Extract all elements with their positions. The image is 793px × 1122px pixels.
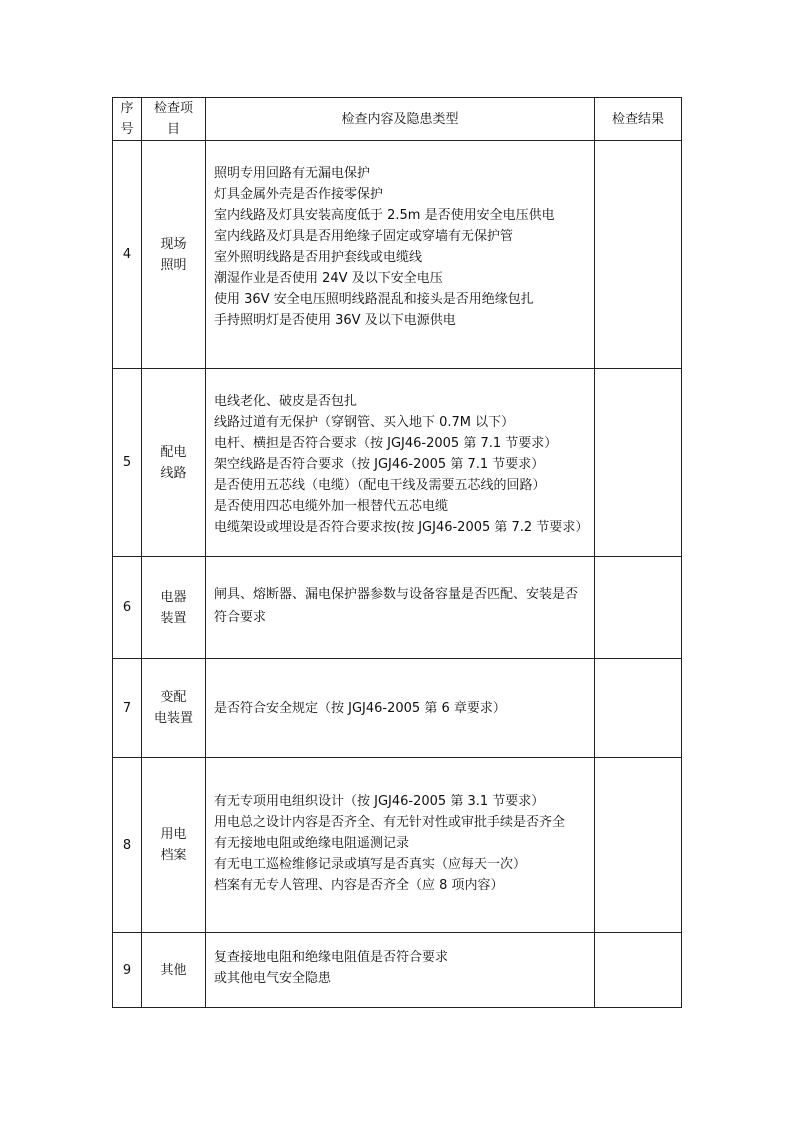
- check-content-line: 是否符合安全规定（按 JGJ46-2005 第 6 章要求）: [214, 701, 506, 716]
- check-item: [142, 758, 206, 933]
- check-content-line: 电缆架设或埋设是否符合要求按(按 JGJ46-2005 第 7.2 节要求）: [214, 520, 589, 535]
- check-item-line: 配电: [160, 444, 187, 460]
- check-content: [206, 141, 595, 369]
- check-item-line: 照明: [160, 257, 187, 273]
- check-item-line: 装置: [160, 610, 187, 626]
- table-row: [113, 758, 682, 933]
- table-row: [113, 659, 682, 758]
- check-result-cell[interactable]: [595, 933, 682, 1008]
- header-no-line: 号: [120, 122, 134, 137]
- check-item-line: 档案: [160, 848, 187, 863]
- check-content: [206, 369, 595, 557]
- header-result: 检查结果: [595, 98, 682, 141]
- check-content-line: 闸具、熔断器、漏电保护器参数与设备容量是否匹配、安装是否符合要求: [214, 587, 579, 625]
- check-item-line: 其他: [160, 962, 187, 978]
- check-content-line: 有无电工巡检维修记录或填写是否真实（应每天一次）: [214, 857, 527, 872]
- check-content: [206, 758, 595, 933]
- check-content-line: 有无接地电阻或绝缘电阻遥测记录: [214, 836, 410, 851]
- check-content-line: 或其他电气安全隐患: [214, 971, 332, 986]
- check-content: [206, 557, 595, 659]
- check-content-line: 是否使用四芯电缆外加一根替代五芯电缆: [214, 499, 449, 514]
- check-result-cell[interactable]: [595, 141, 682, 369]
- check-content-line: 室外照明线路是否用护套线或电缆线: [214, 250, 423, 265]
- check-result-cell[interactable]: [595, 659, 682, 758]
- check-item: [142, 369, 206, 557]
- row-number: 6: [113, 557, 142, 659]
- check-content: [206, 933, 595, 1008]
- row-number: 7: [113, 659, 142, 758]
- check-content-line: 档案有无专人管理、内容是否齐全（应 8 项内容）: [214, 878, 504, 893]
- check-result-cell[interactable]: [595, 369, 682, 557]
- check-content-line: 用电总之设计内容是否齐全、有无针对性或审批手续是否齐全: [214, 815, 566, 830]
- check-content-line: 架空线路是否符合要求（按 JGJ46-2005 第 7.1 节要求）: [214, 457, 545, 472]
- header-item: [142, 98, 206, 141]
- check-item-line: 现场: [160, 236, 187, 252]
- check-content-line: 是否使用五芯线（电缆）（配电干线及需要五芯线的回路）: [214, 478, 546, 493]
- check-content-line: 照明专用回路有无漏电保护: [214, 166, 371, 181]
- table-row: [113, 933, 682, 1008]
- check-content-line: 复查接地电阻和绝缘电阻值是否符合要求: [214, 950, 449, 965]
- inspection-table: [112, 97, 682, 1008]
- check-content-line: 电杆、横担是否符合要求（按 JGJ46-2005 第 7.1 节要求）: [214, 436, 558, 451]
- check-item: [142, 141, 206, 369]
- header-item-line: 目: [166, 122, 180, 137]
- check-result-cell[interactable]: [595, 758, 682, 933]
- check-content-line: 手持照明灯是否使用 36V 及以下电源供电: [214, 313, 456, 328]
- check-item: [142, 557, 206, 659]
- header-no: [113, 98, 142, 141]
- check-item: [142, 659, 206, 758]
- check-result-cell[interactable]: [595, 557, 682, 659]
- check-item-line: 电装置: [153, 711, 193, 726]
- check-item-line: 变配: [160, 690, 187, 705]
- check-content-line: 室内线路及灯具安装高度低于 2.5m 是否使用安全电压供电: [214, 208, 555, 223]
- check-item: [142, 933, 206, 1008]
- table-row: [113, 369, 682, 557]
- check-content-line: 线路过道有无保护（穿钢管、买入地下 0.7M 以下）: [214, 415, 515, 430]
- row-number: 4: [113, 141, 142, 369]
- check-item-line: 电器: [160, 589, 187, 605]
- check-content: [206, 659, 595, 758]
- header-item-line: 检查项: [153, 101, 193, 116]
- table-row: [113, 141, 682, 369]
- check-content-line: 电线老化、破皮是否包扎: [214, 394, 358, 409]
- header-no-line: 序: [120, 101, 134, 116]
- row-number: 8: [113, 758, 142, 933]
- check-content-line: 有无专项用电组织设计（按 JGJ46-2005 第 3.1 节要求）: [214, 794, 545, 809]
- table-header-row: [113, 98, 682, 141]
- check-item-line: 用电: [160, 827, 187, 842]
- row-number: 5: [113, 369, 142, 557]
- check-content-line: 灯具金属外壳是否作接零保护: [214, 187, 384, 202]
- check-item-line: 线路: [160, 465, 187, 481]
- check-content-line: 室内线路及灯具是否用绝缘子固定或穿墙有无保护管: [214, 229, 514, 244]
- table-row: [113, 557, 682, 659]
- check-content-line: 潮湿作业是否使用 24V 及以下安全电压: [214, 271, 443, 286]
- header-content: 检查内容及隐患类型: [206, 98, 595, 141]
- check-content-line: 使用 36V 安全电压照明线路混乱和接头是否用绝缘包扎: [214, 292, 534, 307]
- row-number: 9: [113, 933, 142, 1008]
